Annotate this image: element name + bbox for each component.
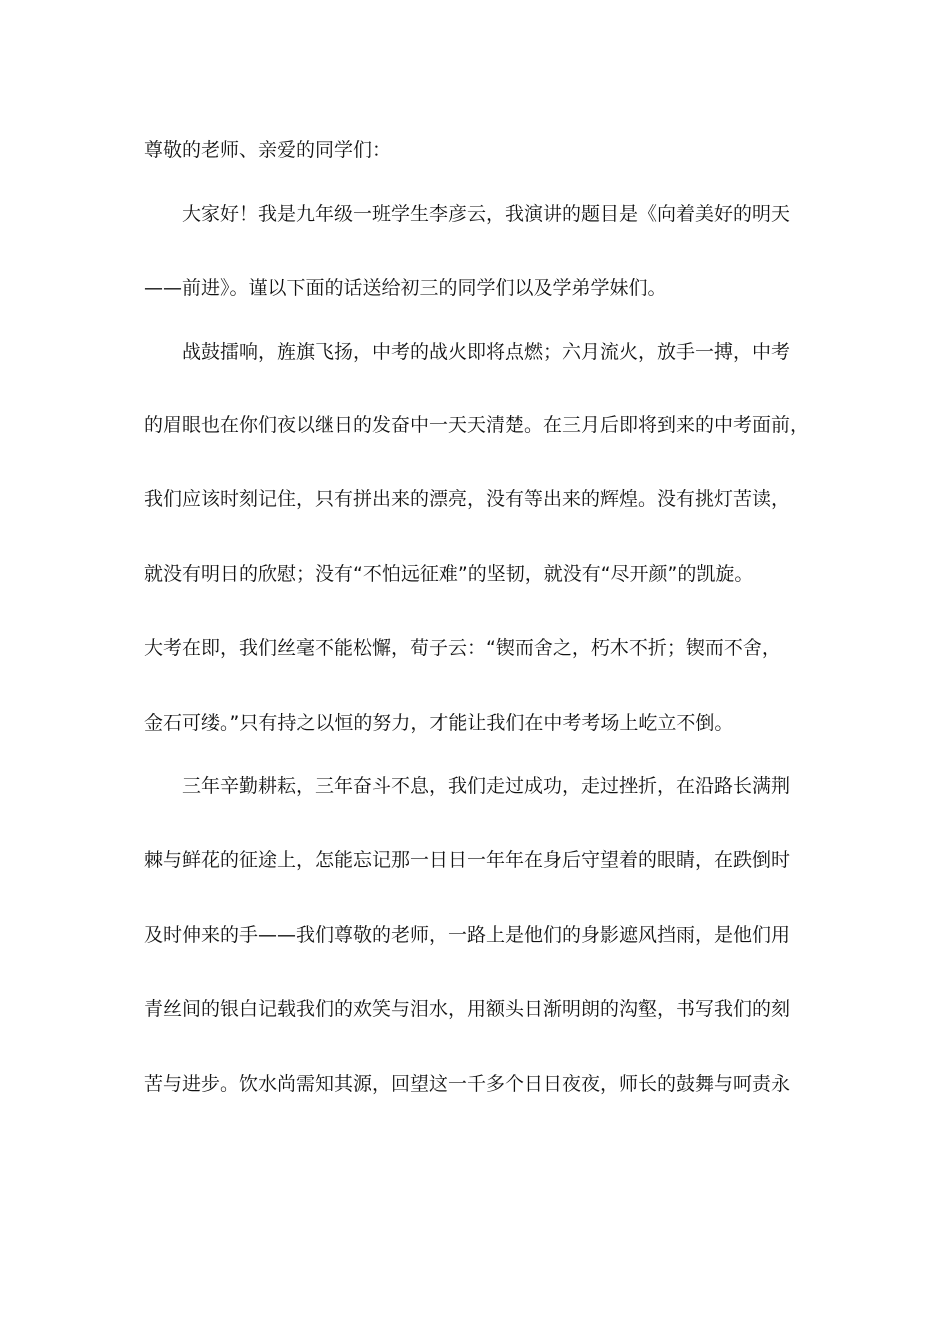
paragraph-3-line-2: 棘与鲜花的征途上，怎能忘记那一日日一年年在身后守望着的眼睛，在跌倒时 [144,849,791,871]
paragraph-2-line-2: 的眉眼也在你们夜以继日的发奋中一天天清楚。在三月后即将到来的中考面前， [144,414,810,436]
paragraph-2-line-5: 大考在即，我们丝毫不能松懈，荀子云：“锲而舍之，朽木不折；锲而不舍， [144,637,781,659]
paragraph-1-line-2: ——前进》。谨以下面的话送给初三的同学们以及学弟学妹们。 [144,277,667,299]
paragraph-2-line-6: 金石可缕。”只有持之以恒的努力，才能让我们在中考考场上屹立不倒。 [144,712,734,734]
paragraph-3-line-1: 三年辛勤耕耘，三年奋斗不息，我们走过成功，走过挫折，在沿路长满荆 [182,775,791,797]
paragraph-3-line-4: 青丝间的银白记载我们的欢笑与泪水，用额头日渐明朗的沟壑，书写我们的刻 [144,998,791,1020]
paragraph-3-line-5: 苦与进步。饮水尚需知其源，回望这一千多个日日夜夜，师长的鼓舞与呵责永 [144,1073,791,1095]
salutation: 尊敬的老师、亲爱的同学们： [144,139,392,161]
paragraph-1-line-1: 大家好！我是九年级一班学生李彦云，我演讲的题目是《向着美好的明天 [182,203,791,225]
paragraph-2-line-4: 就没有明日的欣慰；没有“不怕远征难”的坚韧，就没有“尽开颜”的凯旋。 [144,563,754,585]
paragraph-2-line-1: 战鼓擂响，旌旗飞扬，中考的战火即将点燃；六月流火，放手一搏，中考 [182,341,791,363]
paragraph-2-line-3: 我们应该时刻记住，只有拼出来的漂亮，没有等出来的辉煌。没有挑灯苦读， [144,488,791,510]
paragraph-3-line-3: 及时伸来的手——我们尊敬的老师，一路上是他们的身影遮风挡雨，是他们用 [144,924,791,946]
